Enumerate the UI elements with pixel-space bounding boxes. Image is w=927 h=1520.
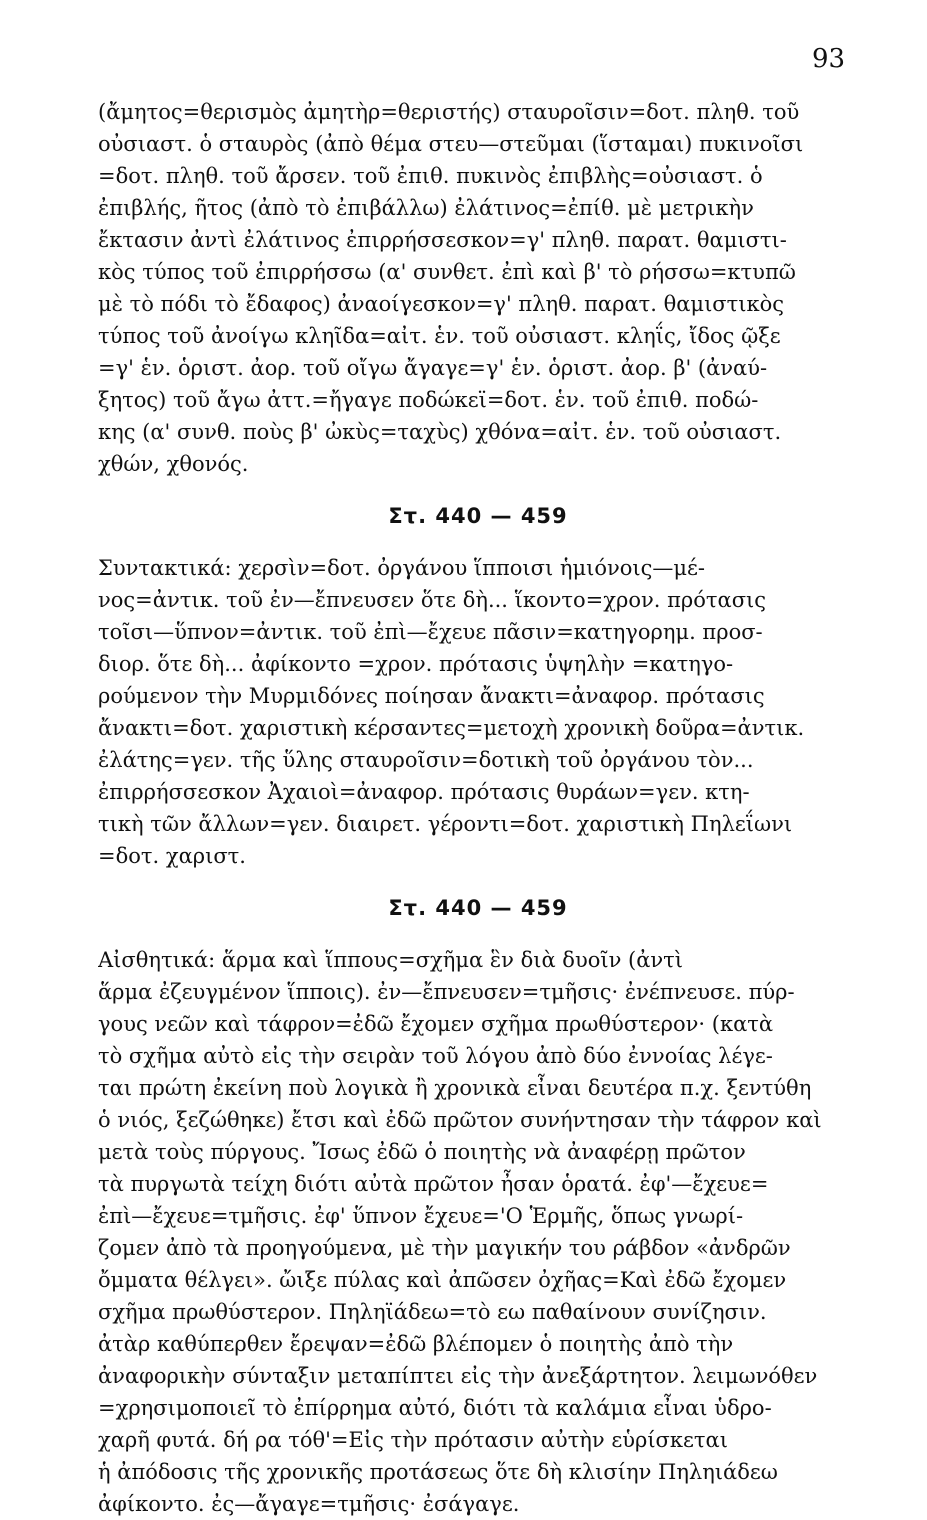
text-line: ἔκτασιν ἀντὶ ἐλάτινος ἐπιρρήσσεσκον=γ' πληθ. παρατ. θαμιστι- <box>98 228 787 252</box>
text-line: Συντακτικά: χερσὶν=δοτ. ὀργάνου ἵπποισι ἡμιόνοις—μέ- <box>98 556 706 580</box>
text-line: =γ' ἑν. ὁριστ. ἀορ. τοῦ οἴγω ἄγαγε=γ' ἑν. ὁριστ. ἀορ. β' (ἀναύ- <box>98 356 768 380</box>
text-line: ὁ νιός, ξεζώθηκε) ἔτσι καὶ ἐδῶ πρῶτον συνήντησαν τὴν τάφρον καὶ <box>98 1108 822 1132</box>
text-line: ἡ ἀπόδοσις τῆς χρονικῆς προτάσεως ὅτε δὴ κλισίην Πηληιάδεω <box>98 1460 778 1484</box>
text-line: τοῖσι—ὕπνον=ἀντικ. τοῦ ἐπὶ—ἔχευε πᾶσιν=κατηγορημ. προσ- <box>98 620 763 644</box>
text-line: =δοτ. χαριστ. <box>98 844 246 868</box>
text-line: τικὴ τῶν ἄλλων=γεν. διαιρετ. γέροντι=δοτ. χαριστικὴ Πηλεΐωνι <box>98 812 793 836</box>
page-number: 93 <box>812 44 846 74</box>
text-line: ὄμματα θέλγει». ὤιξε πύλας καὶ ἀπῶσεν ὀχῆας=Καὶ ἐδῶ ἔχομεν <box>98 1268 787 1292</box>
syntax-block <box>98 552 858 872</box>
text-line: σχῆμα πρωθύστερον. Πηληϊάδεω=τὸ εω παθαίνουν συνίζησιν. <box>98 1300 767 1324</box>
text-line: ἐπιρρήσσεσκον Ἀχαιοὶ=ἀναφορ. πρότασις θυράων=γεν. κτη- <box>98 780 750 804</box>
text-line: μὲ τὸ πόδι τὸ ἔδαφος) ἀναοίγεσκον=γ' πληθ. παρατ. θαμιστικὸς <box>98 292 785 316</box>
text-line: κὸς τύπος τοῦ ἐπιρρήσσω (α' συνθετ. ἐπὶ καὶ β' τὸ ρήσσω=κτυπῶ <box>98 260 796 284</box>
text-line: ἐπιβλής, ῆτος (ἀπὸ τὸ ἐπιβάλλω) ἐλάτινος=ἐπίθ. μὲ μετρικὴν <box>98 196 754 220</box>
text-line: ἐλάτης=γεν. τῆς ὕλης σταυροῖσιν=δοτικὴ τοῦ ὀργάνου τὸν... <box>98 748 754 772</box>
text-line: ζομεν ἀπὸ τὰ προηγούμενα, μὲ τὴν μαγικήν του ράβδον «ἀνδρῶν <box>98 1236 791 1260</box>
text-line: τὸ σχῆμα αὐτὸ εἰς τὴν σειρὰν τοῦ λόγου ἀπὸ δύο ἐννοίας λέγε- <box>98 1044 773 1068</box>
text-line: ρούμενον τὴν Μυρμιδόνες ποίησαν ἄνακτι=ἀναφορ. πρότασις <box>98 684 765 708</box>
text-line: =δοτ. πληθ. τοῦ ἄρσεν. τοῦ ἐπιθ. πυκινὸς ἐπιβλὴς=οὐσιαστ. ὁ <box>98 164 763 188</box>
text-line: ἀτὰρ καθύπερθεν ἔρεψαν=ἐδῶ βλέπομεν ὁ ποιητὴς ἀπὸ τὴν <box>98 1332 734 1356</box>
text-line: χθών, χθονός. <box>98 452 249 476</box>
text-line: (ἄμητος=θερισμὸς ἀμητὴρ=θεριστής) σταυροῖσιν=δοτ. πληθ. τοῦ <box>98 100 800 124</box>
text-line: οὐσιαστ. ὁ σταυρὸς (ἀπὸ θέμα στευ—στεῦμαι (ἵσταμαι) πυκινοῖσι <box>98 132 804 156</box>
section-heading: Στ. 440 — 459 <box>388 896 568 920</box>
text-line: χαρῆ φυτά. δή ρα τόθ'=Εἰς τὴν πρότασιν αὐτὴν εὑρίσκεται <box>98 1428 728 1452</box>
text-line: τύπος τοῦ ἀνοίγω κληῖδα=αἰτ. ἑν. τοῦ οὐσιαστ. κληΐς, ἴδος ῷξε <box>98 324 781 348</box>
text-line: ἀναφορικὴν σύνταξιν μεταπίπτει εἰς τὴν ἀνεξάρτητον. λειμωνόθεν <box>98 1364 818 1388</box>
page-text <box>98 96 858 1520</box>
text-line: γους νεῶν καὶ τάφρον=ἐδῶ ἔχομεν σχῆμα πρωθύστερον· (κατὰ <box>98 1012 774 1036</box>
text-line: ἅρμα ἐζευγμένον ἵπποις). ἐν—ἔπνευσεν=τμῆσις· ἐνέπνευσε. πύρ- <box>98 980 795 1004</box>
aesthetics-block <box>98 944 858 1520</box>
text-line: =χρησιμοποιεῖ τὸ ἐπίρρημα αὐτό, διότι τὰ καλάμια εἶναι ὑδρο- <box>98 1396 772 1420</box>
text-line: τὰ πυργωτὰ τείχη διότι αὐτὰ πρῶτον ἦσαν ὁρατά. ἐφ'—ἔχευε= <box>98 1172 769 1196</box>
text-line: ται πρώτη ἐκείνη ποὺ λογικὰ ἢ χρονικὰ εἶναι δευτέρα π.χ. ξεντύθη <box>98 1076 812 1100</box>
text-line: μετὰ τοὺς πύργους. Ἴσως ἐδῶ ὁ ποιητὴς νὰ ἀναφέρῃ πρῶτον <box>98 1140 746 1164</box>
text-line: διορ. ὅτε δὴ... ἀφίκοντο =χρον. πρότασις ὑψηλὴν =κατηγο- <box>98 652 734 676</box>
text-line: Αἰσθητικά: ἅρμα καὶ ἵππους=σχῆμα ἓν διὰ δυοῖν (ἀντὶ <box>98 948 684 972</box>
text-line: ἄνακτι=δοτ. χαριστικὴ κέρσαντες=μετοχὴ χρονικὴ δοῦρα=ἀντικ. <box>98 716 805 740</box>
text-line: κης (α' συνθ. ποὺς β' ὠκὺς=ταχὺς) χθόνα=αἰτ. ἑν. τοῦ οὐσιαστ. <box>98 420 782 444</box>
text-line: ξητος) τοῦ ἄγω ἀττ.=ἤγαγε ποδώκεϊ=δοτ. ἑν. τοῦ ἐπιθ. ποδώ- <box>98 388 759 412</box>
commentary-block <box>98 96 858 480</box>
text-line: νος=ἀντικ. τοῦ ἐν—ἔπνευσεν ὅτε δὴ... ἵκοντο=χρον. πρότασις <box>98 588 767 612</box>
text-line: ἀφίκοντο. ἐς—ἄγαγε=τμῆσις· ἐσάγαγε. <box>98 1492 520 1516</box>
text-line: ἐπὶ—ἔχευε=τμῆσις. ἐφ' ὕπνον ἔχευε='Ο Ἑρμῆς, ὅπως γνωρί- <box>98 1204 744 1228</box>
section-heading: Στ. 440 — 459 <box>388 504 568 528</box>
